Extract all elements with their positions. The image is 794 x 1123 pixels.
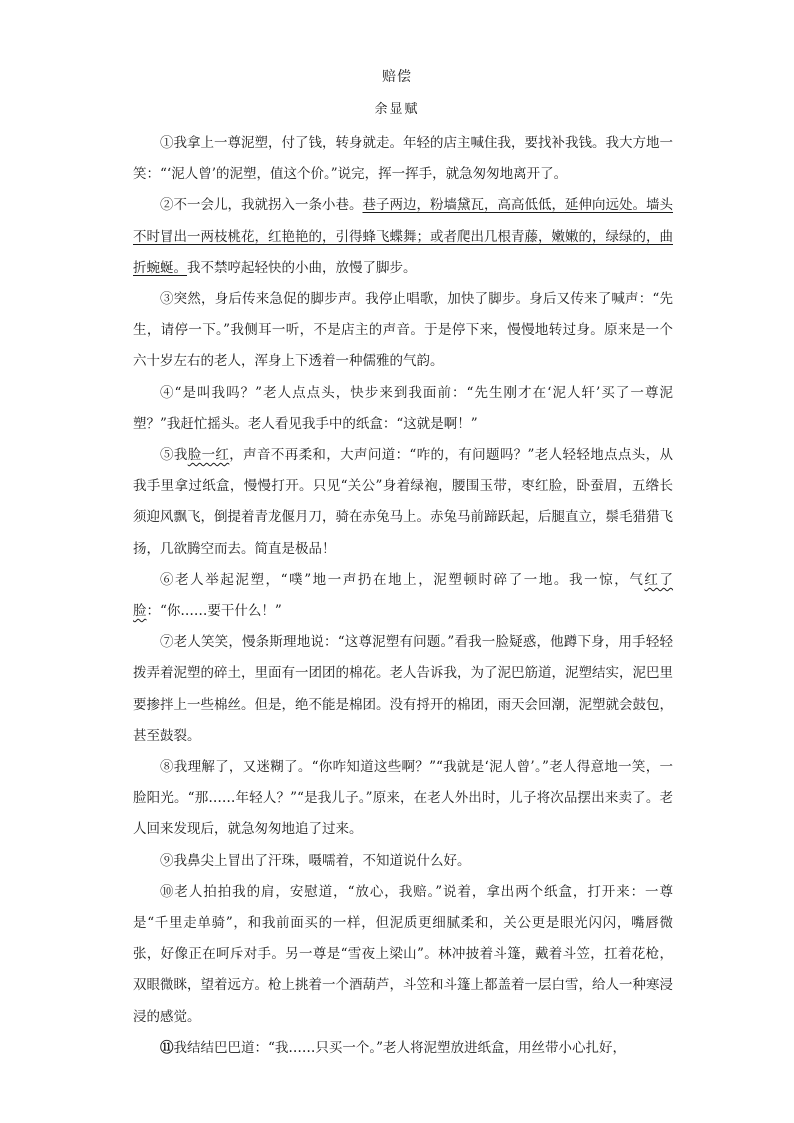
paragraph-2 [133, 190, 673, 284]
paragraph-3: ③突然，身后传来急促的脚步声。我停止唱歌，加快了脚步。身后又传来了喊声：“先生，请停一下。”我侧耳一听，不是店主的声音。于是停下来，慢慢地转过身。原来是一个六十岁左右的老人，浑身上下透着一种儒雅的气韵。 [133, 291, 673, 370]
paragraph-6-end: ：“你……要干什么！” [146, 603, 282, 620]
paragraph-6-start: ⑥老人举起泥塑，“噗”地一声扔在地上，泥塑顿时碎了一地。我一惊，气 [160, 571, 645, 588]
paragraph-11-text: 我结结巴巴道：“我……只买一个。”老人将泥塑放进纸盒，用丝带小心扎好， [173, 1039, 627, 1056]
article-title: 赔偿 [382, 69, 412, 85]
paragraph-11 [133, 1033, 673, 1064]
paragraph-5-start: ⑤我 [160, 447, 188, 464]
article-body [133, 128, 673, 1064]
underlined-passage: 巷子两边，粉墙黛瓦，高高低低，延伸向远处。墙头不时冒出一两枝桃花，红艳艳的，引得蜂飞蝶舞；或者爬出几根青藤，嫩嫩的，绿绿的，曲折蜿蜒。 [133, 197, 673, 276]
paragraph-2-end: 我不禁哼起轻快的小曲，放慢了脚步。 [187, 259, 417, 276]
paragraph-5 [133, 440, 673, 565]
paragraph-6 [133, 565, 673, 627]
paragraph-1: ①我拿上一尊泥塑，付了钱，转身就走。年轻的店主喊住我，要找补我钱。我大方地一笑：“‘泥人曾’的泥塑，值这个价。”说完，挥一挥手，就急匆匆地离开了。 [133, 135, 673, 183]
paragraph-7: ⑦老人笑笑，慢条斯理地说：“这尊泥塑有问题。”看我一脸疑惑，他蹲下身，用手轻轻拨弄着泥塑的碎土，里面有一团团的棉花。老人告诉我，为了泥巴筋道，泥塑结实，泥巴里要掺拌上一些棉丝。但是，绝不能是棉团。没有捋开的棉团，雨天会回潮，泥塑就会鼓包，甚至鼓裂。 [133, 634, 673, 744]
paragraph-2-start: ②不一会儿，我就拐入一条小巷。 [160, 197, 363, 214]
wavy-underlined-phrase-1: 脸一红 [187, 447, 230, 464]
paragraph-9: ⑨我鼻尖上冒出了汗珠，嗫嚅着，不知道说什么好。 [160, 852, 471, 869]
article-author: 余显赋 [374, 102, 420, 117]
paragraph-10: ⑩老人拍拍我的肩，安慰道，“放心，我赔。”说着，拿出两个纸盒，打开来：一尊是“千里走单骑”，和我前面买的一样，但泥质更细腻柔和，关公更是眼光闪闪，嘴唇微张，好像正在呵斥对手。另一尊是“雪夜上梁山”。林冲披着斗篷，戴着斗笠，扛着花枪，双眼微眯，望着远方。枪上挑着一个酒葫芦，斗笠和斗篷上都盖着一层白雪，给人一种寒浸浸的感觉。 [133, 883, 673, 1025]
wavy-underlined-phrase-2: 红了脸 [133, 571, 674, 620]
paragraph-11-number: ⑪ [160, 1039, 174, 1056]
paragraph-8: ⑧我理解了，又迷糊了。“你咋知道这些啊？”“我就是‘泥人曾’。”老人得意地一笑，一脸阳光。“那……年轻人？”“是我儿子。”原来，在老人外出时，儿子将次品摆出来卖了。老人回来发现后，就急匆匆地追了过来。 [133, 759, 673, 838]
paragraph-4: ④“是叫我吗？”老人点点头，快步来到我面前：“先生刚才在‘泥人轩’买了一尊泥塑？”我赶忙摇头。老人看见我手中的纸盒：“这就是啊！” [133, 384, 673, 432]
paragraph-5-end: ，声音不再柔和，大声问道：“咋的，有问题吗？”老人轻轻地点点头，从我手里拿过纸盒，慢慢打开。只见“关公”身着绿袍，腰围玉带，枣红脸，卧蚕眉，五绺长须迎风飘飞，倒提着青龙偃月刀，骑在赤兔马上。赤兔马前蹄跃起，后腿直立，鬃毛猎猎飞扬，几欲腾空而去。简直是极品！ [133, 447, 674, 557]
